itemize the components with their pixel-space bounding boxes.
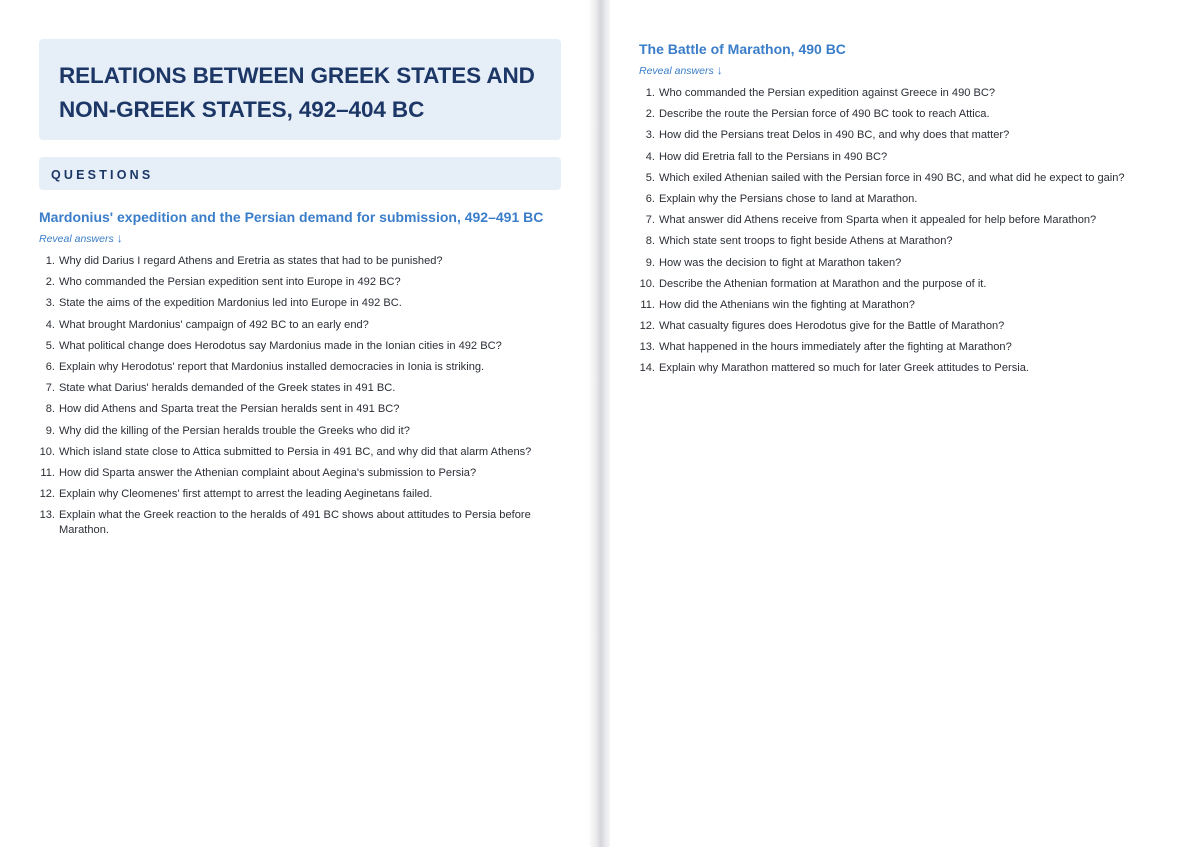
question-number: 11. [40, 466, 55, 479]
question-number: 13. [639, 341, 655, 354]
question-text: What answer did Athens receive from Sparta when it appealed for help before Marathon? [659, 214, 1097, 227]
question-number: 1. [45, 255, 55, 267]
questions-label: QUESTIONS [51, 168, 154, 182]
question-item [639, 256, 1184, 271]
question-number: 3. [45, 297, 55, 310]
question-item [639, 86, 1184, 101]
reveal-answers-link[interactable] [639, 63, 723, 77]
question-number: 9. [45, 424, 55, 437]
question-number: 12. [639, 320, 655, 333]
arrow-down-icon: ↓ [716, 63, 723, 77]
section-heading: Mardonius' expedition and the Persian demand for submission, 492–491 BC [39, 209, 544, 225]
question-text: Which island state close to Attica submitted to Persia in 491 BC, and why did that alarm Athens? [59, 445, 532, 458]
section-heading: The Battle of Marathon, 490 BC [639, 41, 846, 57]
question-number: 8. [45, 403, 55, 416]
question-list [639, 86, 1184, 376]
question-text: Which exiled Athenian sailed with the Persian force in 490 BC, and what did he expect to gain? [659, 171, 1125, 184]
question-number: 9. [645, 256, 655, 269]
question-number: 6. [45, 360, 55, 373]
question-text: Explain why Herodotus' report that Mardonius installed democracies in Ionia is striking. [59, 360, 485, 373]
question-number: 14. [639, 362, 655, 375]
question-item [39, 275, 559, 290]
reveal-answers-label: Reveal answers [639, 65, 714, 77]
question-text: Why did Darius I regard Athens and Eretria as states that had to be punished? [59, 255, 443, 267]
question-text: Describe the Athenian formation at Marathon and the purpose of it. [659, 277, 987, 290]
question-item [39, 339, 559, 354]
question-item [639, 340, 1184, 355]
question-item [639, 298, 1184, 313]
question-text: Describe the route the Persian force of 490 BC took to reach Attica. [659, 108, 990, 121]
question-number: 1. [645, 87, 655, 99]
question-number: 10. [639, 277, 655, 290]
question-text: Who commanded the Persian expedition against Greece in 490 BC? [659, 87, 996, 99]
question-item [639, 107, 1184, 122]
question-number: 4. [645, 150, 655, 163]
question-item [39, 381, 559, 396]
question-text: Who commanded the Persian expedition sent into Europe in 492 BC? [59, 276, 401, 289]
question-list [39, 254, 559, 538]
question-number: 8. [645, 235, 655, 248]
question-number: 6. [645, 192, 655, 205]
question-text: Why did the killing of the Persian heralds trouble the Greeks who did it? [59, 424, 410, 437]
question-item [639, 128, 1184, 143]
question-text: State what Darius' heralds demanded of the Greek states in 491 BC. [59, 382, 396, 395]
document-title: RELATIONS BETWEEN GREEK STATES AND NON-GREEK STATES, 492–404 BC [59, 63, 535, 122]
question-item [39, 487, 559, 502]
question-item [639, 150, 1184, 165]
left-page [0, 0, 592, 847]
question-number: 5. [645, 171, 655, 184]
question-item [639, 277, 1184, 292]
question-item [639, 234, 1184, 249]
question-number: 12. [39, 488, 55, 501]
question-item [39, 318, 559, 333]
questions-banner [39, 157, 561, 190]
title-banner [39, 39, 561, 140]
question-item [39, 296, 559, 311]
question-text: How did the Athenians win the fighting at Marathon? [659, 298, 915, 311]
question-item [39, 402, 559, 417]
question-text: What political change does Herodotus say Mardonius made in the Ionian cities in 492 BC? [59, 339, 502, 352]
question-number: 3. [645, 129, 655, 142]
question-item [639, 361, 1184, 376]
question-number: 2. [45, 276, 55, 289]
question-text: Which state sent troops to fight beside Athens at Marathon? [659, 235, 953, 248]
question-text: What happened in the hours immediately after the fighting at Marathon? [659, 341, 1012, 354]
question-text: Explain why Cleomenes' first attempt to arrest the leading Aeginetans failed. [59, 488, 433, 501]
question-text: Explain what the Greek reaction to the heralds of 491 BC shows about attitudes to Persia before Marathon. [59, 509, 531, 537]
question-item [39, 445, 559, 460]
question-number: 11. [640, 298, 655, 311]
question-number: 10. [39, 445, 55, 458]
question-item [39, 424, 559, 439]
question-number: 2. [645, 108, 655, 121]
question-text: How did Eretria fall to the Persians in 490 BC? [659, 150, 888, 163]
question-text: How did Athens and Sparta treat the Persian heralds sent in 491 BC? [59, 403, 400, 416]
reveal-answers-label: Reveal answers [39, 233, 114, 245]
arrow-down-icon: ↓ [116, 231, 123, 245]
question-number: 7. [45, 382, 55, 395]
question-text: What casualty figures does Herodotus give for the Battle of Marathon? [659, 320, 1005, 333]
question-text: How was the decision to fight at Marathon taken? [659, 256, 902, 269]
question-item [639, 319, 1184, 334]
question-number: 4. [45, 318, 55, 331]
question-text: What brought Mardonius' campaign of 492 BC to an early end? [59, 318, 369, 331]
question-text: How did the Persians treat Delos in 490 BC, and why does that matter? [659, 129, 1010, 142]
section-mardonius [39, 208, 559, 544]
question-text: Explain why Marathon mattered so much for later Greek attitudes to Persia. [659, 362, 1029, 375]
question-item [39, 508, 559, 538]
question-item [639, 213, 1184, 228]
question-number: 5. [45, 339, 55, 352]
question-item [39, 466, 559, 481]
question-number: 13. [39, 509, 55, 522]
question-text: State the aims of the expedition Mardonius led into Europe in 492 BC. [59, 297, 402, 310]
question-text: How did Sparta answer the Athenian complaint about Aegina's submission to Persia? [59, 466, 477, 479]
question-item [39, 254, 559, 269]
question-item [639, 171, 1184, 186]
section-marathon [639, 40, 1184, 383]
question-item [639, 192, 1184, 207]
reveal-answers-link[interactable] [39, 231, 123, 245]
question-number: 7. [645, 214, 655, 227]
question-item [39, 360, 559, 375]
question-text: Explain why the Persians chose to land at Marathon. [659, 192, 918, 205]
